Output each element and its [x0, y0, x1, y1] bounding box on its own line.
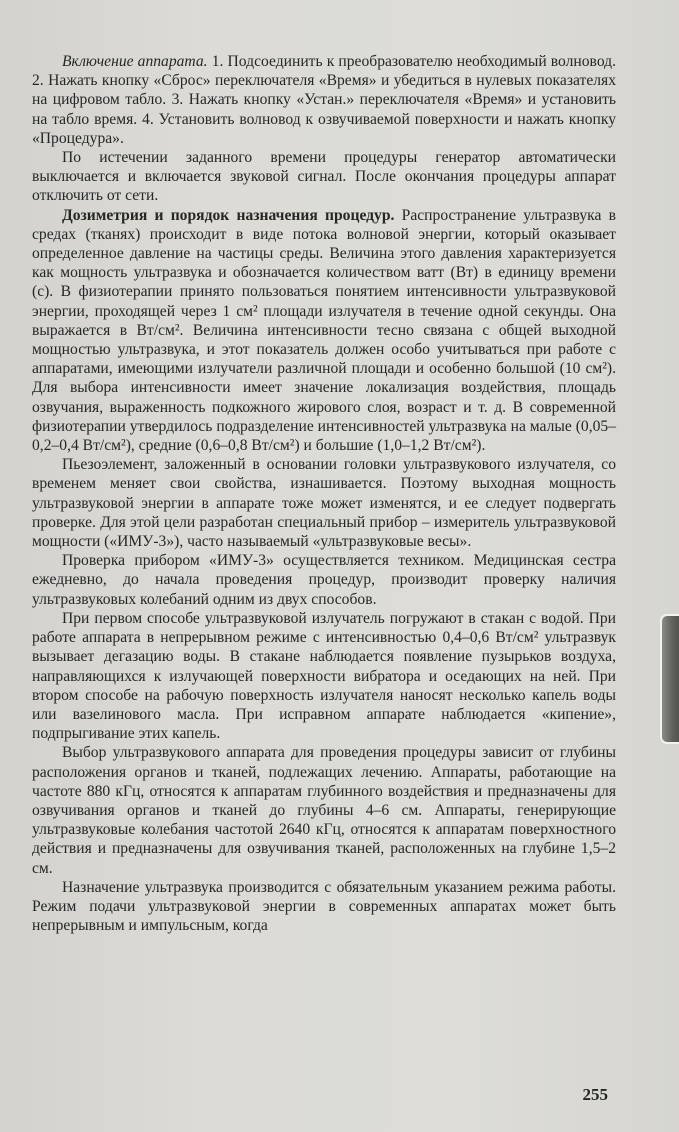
paragraph-body: Выбор ультразвукового аппарата для проведения процедуры зависит от глубины расположения органов и тканей, подлежащих лечению. Аппараты, работающие на частоте 880 кГц, относятся к аппаратам глубинного воздействия и предназначены для озвучивания органов и тканей до глубины 4–6 см. Аппараты, генерирующие ультразвуковые колебания частотой 2640 кГц, относятся к аппаратам поверхностного действия и предназначены для озвучивания тканей, расположенных на глубине 1,5–2 см.: [32, 744, 616, 877]
paragraph-end-of-procedure: [32, 148, 616, 206]
paragraph-body: По истечении заданного времени процедуры генератор автоматически выключается и включается звуковой сигнал. После окончания процедуры аппарат отключить от сети.: [32, 149, 616, 205]
paragraph-methods: [32, 609, 616, 743]
paragraph-lead: Дозиметрия и порядок назначения процедур.: [62, 206, 395, 224]
paragraph-body: Распространение ультразвука в средах (тканях) происходит в виде потока волновой энергии, который оказывает определенное давление на частицы среды. Величина этого давления характеризуется как мощность ультразвука и обозначается количеством ватт (Вт) в единицу времени (с). В физиотерапии принято пользоваться понятием интенсивности ультразвуковой энергии, проходящей через 1 см² площади излучателя в течение одной секунды. Она выражается в Вт/см². Величина интенсивности тесно связана с общей выходной мощностью ультразвука, и этот показатель должен особо учитываться при работе с аппаратами, имеющими излучатели различной площади и особенно большой (10 см²). Для выбора интенсивности имеет значение локализация воздействия, площадь озвучания, выраженность подкожного жирового слоя, возраст и т. д. В современной физиотерапии утвердилось подразделение интенсивностей ультразвука на малые (0,05–0,2–0,4 Вт/см²), средние (0,6–0,8 Вт/см²) и большие (1,0–1,2 Вт/см²).: [32, 206, 617, 455]
paragraph-body: Пьезоэлемент, заложенный в основании головки ультразвукового излучателя, со временем меняет свои свойства, изнашивается. Поэтому выходная мощность ультразвуковой энергии в аппарате тоже может изменятся, и ее следует подвергать проверке. Для этой цели разработан специальный прибор – измеритель ультразвуковой мощности («ИМУ-3»), часто называемый «ультразвуковые весы».: [32, 456, 616, 551]
paragraph-dosimetry: [32, 206, 616, 456]
page-number: 255: [582, 1085, 608, 1104]
paragraph-lead: Включение аппарата.: [62, 53, 208, 70]
chapter-thumb-tab: [660, 614, 679, 744]
paragraph-switch-on: [32, 52, 616, 148]
paragraph-prescription: [32, 878, 616, 936]
paragraph-body: При первом способе ультразвуковой излучатель погружают в стакан с водой. При работе аппарата в непрерывном режиме с интенсивностью 0,4–0,6 Вт/см² ультразвук вызывает дегазацию воды. В стакане наблюдается появление пузырьков воздуха, направляющихся к излучающей поверхности вибратора и оседающих на ней. При втором способе на рабочую поверхность излучателя наносят несколько капель воды или вазелинового масла. При исправном аппарате наблюдается «кипение», подпрыгивание этих капель.: [32, 609, 616, 743]
paragraph-piezo: [32, 455, 616, 551]
paragraph-check: [32, 551, 616, 609]
paragraph-device-choice: [32, 743, 616, 877]
paragraph-body: 1. Подсоединить к преобразователю необходимый волновод. 2. Нажать кнопку «Сброс» переключателя «Время» и убедиться в нулевых показателях на цифровом табло. 3. Нажать кнопку «Устан.» переключателя «Время» и установить на табло время. 4. Установить волновод к озвучиваемой поверхности и нажать кнопку «Процедура».: [32, 53, 616, 147]
page-text: [32, 52, 616, 935]
paragraph-body: Проверка прибором «ИМУ-3» осуществляется техником. Медицинская сестра ежедневно, до начала проведения процедур, производит проверку наличия ультразвуковых колебаний одним из двух способов.: [32, 552, 616, 608]
paragraph-body: Назначение ультразвука производится с обязательным указанием режима работы. Режим подачи ультразвуковой энергии в современных аппаратах может быть непрерывным и импульсным, когда: [32, 878, 616, 935]
